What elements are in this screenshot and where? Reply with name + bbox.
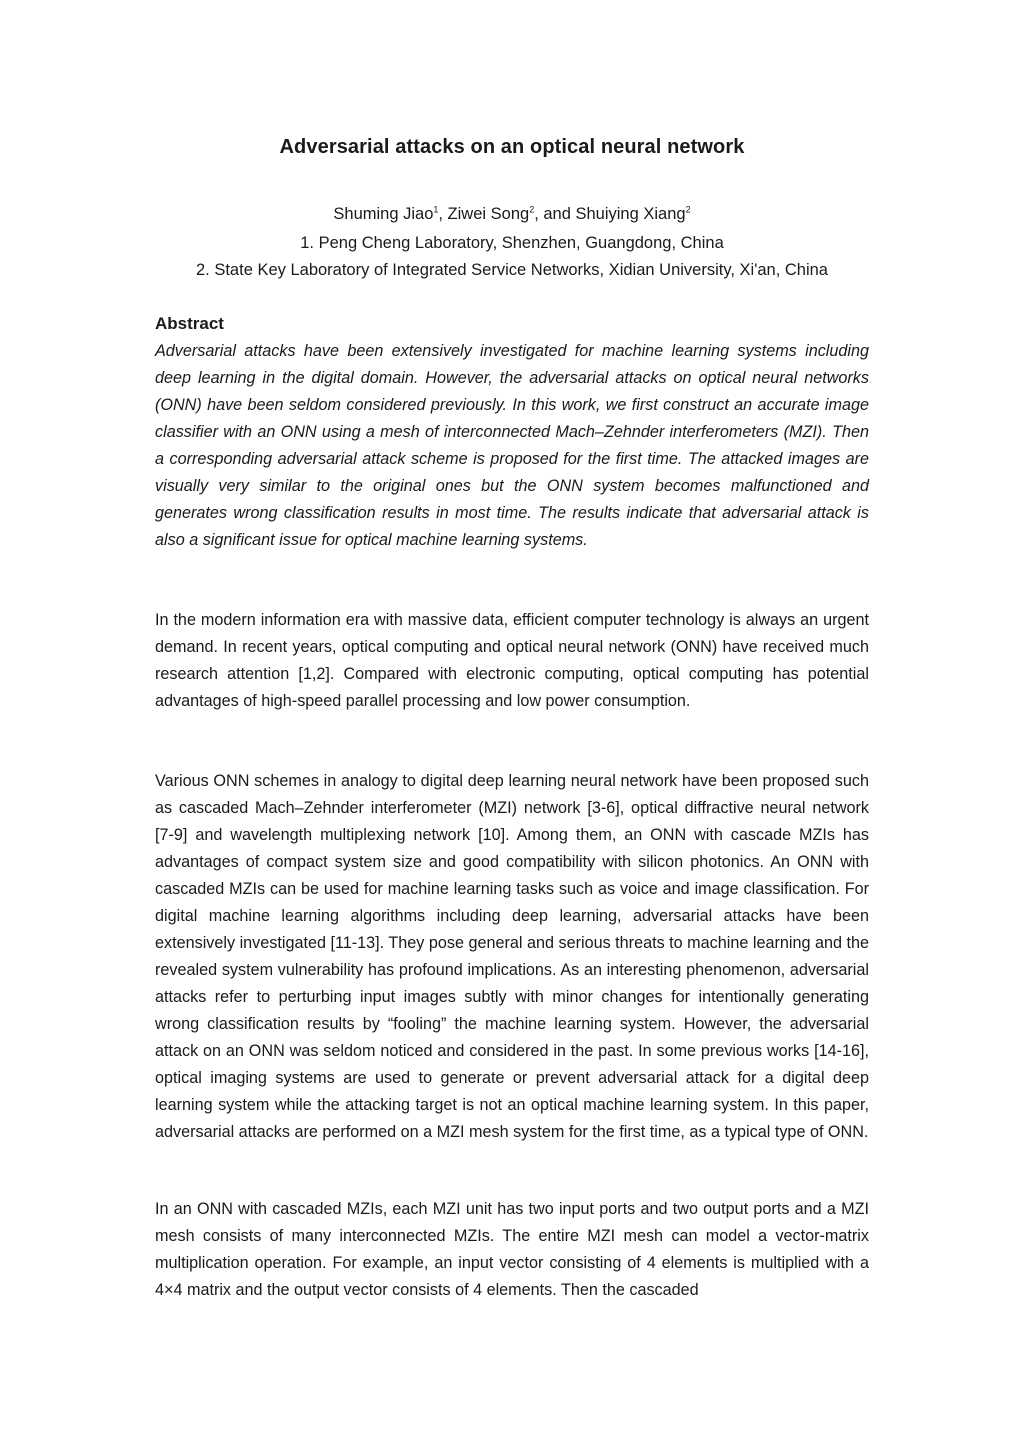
author-1-affil: 1 [433, 204, 439, 215]
abstract-heading: Abstract [155, 314, 224, 333]
author-1: Shuming Jiao [333, 205, 434, 223]
abstract-text: Adversarial attacks have been extensively investigated for machine learning systems including deep learning in the digital domain. However, the adversarial attacks on optical neural networks (ONN) have been seldom considered previously. In this work, we first construct an accurate image classifier with an ONN using a mesh of interconnected Mach–Zehnder interferometers (MZI). Then a corresponding adversarial attack scheme is proposed for the first time. The attacked images are visually very similar to the original ones but the ONN system becomes malfunctioned and generates wrong classification results in most time. The results indicate that adversarial attack is also a significant issue for optical machine learning systems. [155, 342, 869, 549]
body-paragraph-2: Various ONN schemes in analogy to digital deep learning neural network have been proposed such as cascaded Mach–Zehnder interferometer (MZI) network [3-6], optical diffractive neural network [7-9] and wavelength multiplexing network [10]. Among them, an ONN with cascade MZIs has advantages of compact system size and good compatibility with silicon photonics. An ONN with cascaded MZIs can be used for machine learning tasks such as voice and image classification. For digital machine learning algorithms including deep learning, adversarial attacks have been extensively investigated [11-13]. They pose general and serious threats to machine learning and the revealed system vulnerability has profound implications. As an interesting phenomenon, adversarial attacks refer to perturbing input images subtly with minor changes for intentionally generating wrong classification results by “fooling” the machine learning system. However, the adversarial attack on an ONN was seldom noticed and considered in the past. In some previous works [14-16], optical imaging systems are used to generate or prevent adversarial attack for a digital deep learning system while the attacking target is not an optical machine learning system. In this paper, adversarial attacks are performed on a MZI mesh system for the first time, as a typical type of ONN. [155, 772, 869, 1141]
author-2-affil: 2 [529, 204, 535, 215]
paper-title: Adversarial attacks on an optical neural network [279, 136, 745, 158]
author-line [0, 205, 1024, 224]
body-paragraph-3: In an ONN with cascaded MZIs, each MZI unit has two input ports and two output ports and a MZI mesh consists of many interconnected MZIs. The entire MZI mesh can model a vector-matrix multiplication operation. For example, an input vector consisting of 4 elements is multiplied with a 4×4 matrix and the output vector consists of 4 elements. Then the cascaded [155, 1200, 869, 1299]
author-3-affil: 2 [685, 204, 691, 215]
author-2: , Ziwei Song [438, 205, 530, 223]
author-3: , and Shuiying Xiang [534, 205, 686, 223]
body-paragraph-1: In the modern information era with massive data, efficient computer technology is always an urgent demand. In recent years, optical computing and optical neural network (ONN) have received much research attention [1,2]. Compared with electronic computing, optical computing has potential advantages of high-speed parallel processing and low power consumption. [155, 611, 869, 710]
affiliation-1: 1. Peng Cheng Laboratory, Shenzhen, Guangdong, China [300, 234, 724, 252]
affiliation-2: 2. State Key Laboratory of Integrated Service Networks, Xidian University, Xi'an, China [196, 261, 828, 279]
